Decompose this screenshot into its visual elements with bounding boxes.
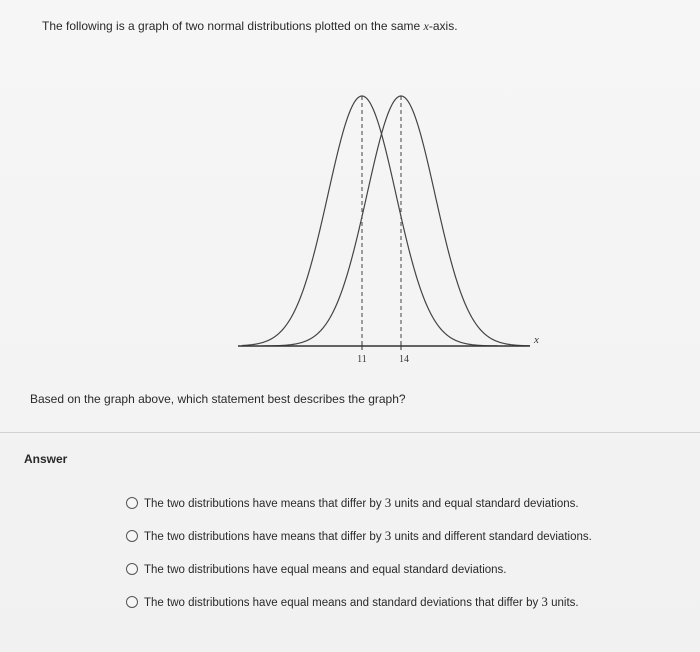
radio-button-icon[interactable]: [126, 596, 138, 608]
normal-curve-mean-14: [262, 96, 530, 346]
option-text-before: The two distributions have means that differ by: [144, 530, 385, 543]
tick-label-11: 11: [357, 354, 367, 365]
answer-option-3[interactable]: [126, 552, 592, 585]
answer-option-2[interactable]: [126, 519, 592, 552]
option-text-before: The two distributions have means that differ by: [144, 497, 385, 510]
tick-label-14: 14: [399, 354, 409, 365]
answer-option-text: [144, 594, 579, 610]
option-text-before: The two distributions have equal means and equal standard deviations.: [144, 563, 507, 576]
option-text-after: units and different standard deviations.: [391, 530, 592, 543]
radio-button-icon[interactable]: [126, 497, 138, 509]
radio-button-icon[interactable]: [126, 530, 138, 542]
option-number: 3: [541, 593, 548, 609]
option-text-before: The two distributions have equal means and standard deviations that differ by: [144, 596, 542, 609]
normal-curve-mean-11: [242, 96, 498, 346]
answer-option-text: [144, 528, 592, 544]
answer-option-1[interactable]: [126, 486, 592, 519]
intro-text-part2: -axis.: [428, 19, 458, 33]
answer-options: [126, 486, 592, 618]
answer-label: Answer: [24, 452, 68, 466]
intro-text-part1: The following is a graph of two normal distributions plotted on the same: [42, 19, 424, 33]
option-number: 3: [384, 494, 392, 510]
answer-option-text: [144, 561, 506, 577]
option-text-after: units and equal standard deviations.: [391, 497, 579, 510]
answer-option-text: [144, 495, 579, 511]
option-text-after: units.: [547, 596, 579, 609]
intro-variable: x: [423, 19, 429, 33]
x-axis-label: x: [534, 334, 539, 346]
question-prompt: Based on the graph above, which statement best describes the graph?: [30, 392, 406, 406]
radio-button-icon[interactable]: [126, 563, 138, 575]
option-number: 3: [384, 527, 392, 543]
answer-option-4[interactable]: [126, 585, 592, 618]
section-divider: [0, 432, 700, 433]
